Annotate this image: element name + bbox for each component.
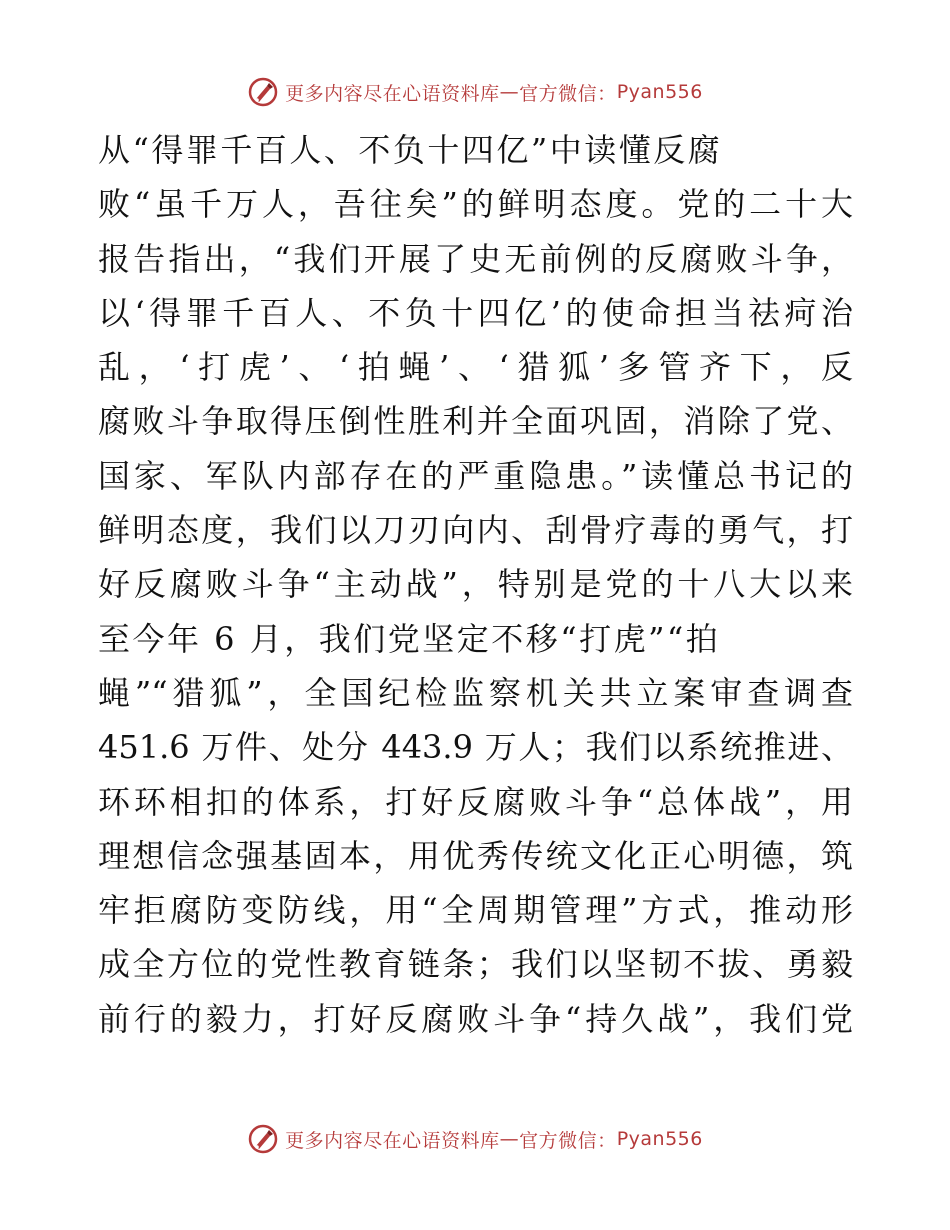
body-line: 451.6 万件、处分 443.9 万人；我们以系统推进、 bbox=[98, 728, 853, 767]
pen-logo-icon bbox=[247, 76, 279, 108]
footer-separator: — bbox=[499, 1128, 520, 1150]
body-line: 以‘得罪千百人、不负十四亿’的使命担当祛疴治 bbox=[98, 293, 853, 332]
header-text: 更多内容尽在心语资料库 bbox=[285, 82, 500, 105]
body-line: 好反腐败斗争“主动战”，特别是党的十八大以来 bbox=[98, 565, 853, 604]
body-line: 从“得罪千百人、不负十四亿”中读懂反腐 bbox=[98, 131, 723, 169]
document-body bbox=[98, 123, 853, 1046]
footer-banner bbox=[0, 1119, 950, 1159]
header-banner bbox=[0, 72, 950, 112]
footer-wechat-label: 官方微信： bbox=[519, 1129, 617, 1152]
header-separator: — bbox=[499, 81, 520, 103]
body-line: 至今年 6 月，我们党坚定不移“打虎”“拍 bbox=[98, 619, 721, 658]
body-line: 报告指出，“我们开展了史无前例的反腐败斗争， bbox=[98, 239, 853, 278]
body-line: 鲜明态度，我们以刀刃向内、刮骨疗毒的勇气，打 bbox=[98, 511, 853, 550]
body-line: 蝇”“猎狐”，全国纪检监察机关共立案审查调查 bbox=[98, 673, 853, 712]
pen-logo-icon bbox=[247, 1123, 279, 1155]
header-wechat-id: Pyan556 bbox=[616, 81, 703, 103]
header-wechat-label: 官方微信： bbox=[519, 82, 617, 105]
body-line: 成全方位的党性教育链条；我们以坚韧不拔、勇毅 bbox=[98, 945, 853, 984]
body-line: 理想信念强基固本，用优秀传统文化正心明德，筑 bbox=[98, 836, 853, 875]
footer-text: 更多内容尽在心语资料库 bbox=[285, 1129, 500, 1152]
body-line: 牢拒腐防变防线，用“全周期管理”方式，推动形 bbox=[98, 891, 853, 930]
body-line: 前行的毅力，打好反腐败斗争“持久战”，我们党 bbox=[98, 999, 853, 1038]
body-line: 环环相扣的体系，打好反腐败斗争“总体战”，用 bbox=[98, 782, 853, 821]
body-line: 败“虽千万人，吾往矣”的鲜明态度。党的二十大 bbox=[98, 185, 853, 224]
body-line: 乱，‘打虎’、‘拍蝇’、‘猎狐’多管齐下，反 bbox=[98, 348, 853, 387]
footer-wechat-id: Pyan556 bbox=[616, 1128, 703, 1150]
body-line: 腐败斗争取得压倒性胜利并全面巩固，消除了党、 bbox=[98, 402, 853, 441]
body-line: 国家、军队内部存在的严重隐患。”读懂总书记的 bbox=[98, 456, 853, 495]
